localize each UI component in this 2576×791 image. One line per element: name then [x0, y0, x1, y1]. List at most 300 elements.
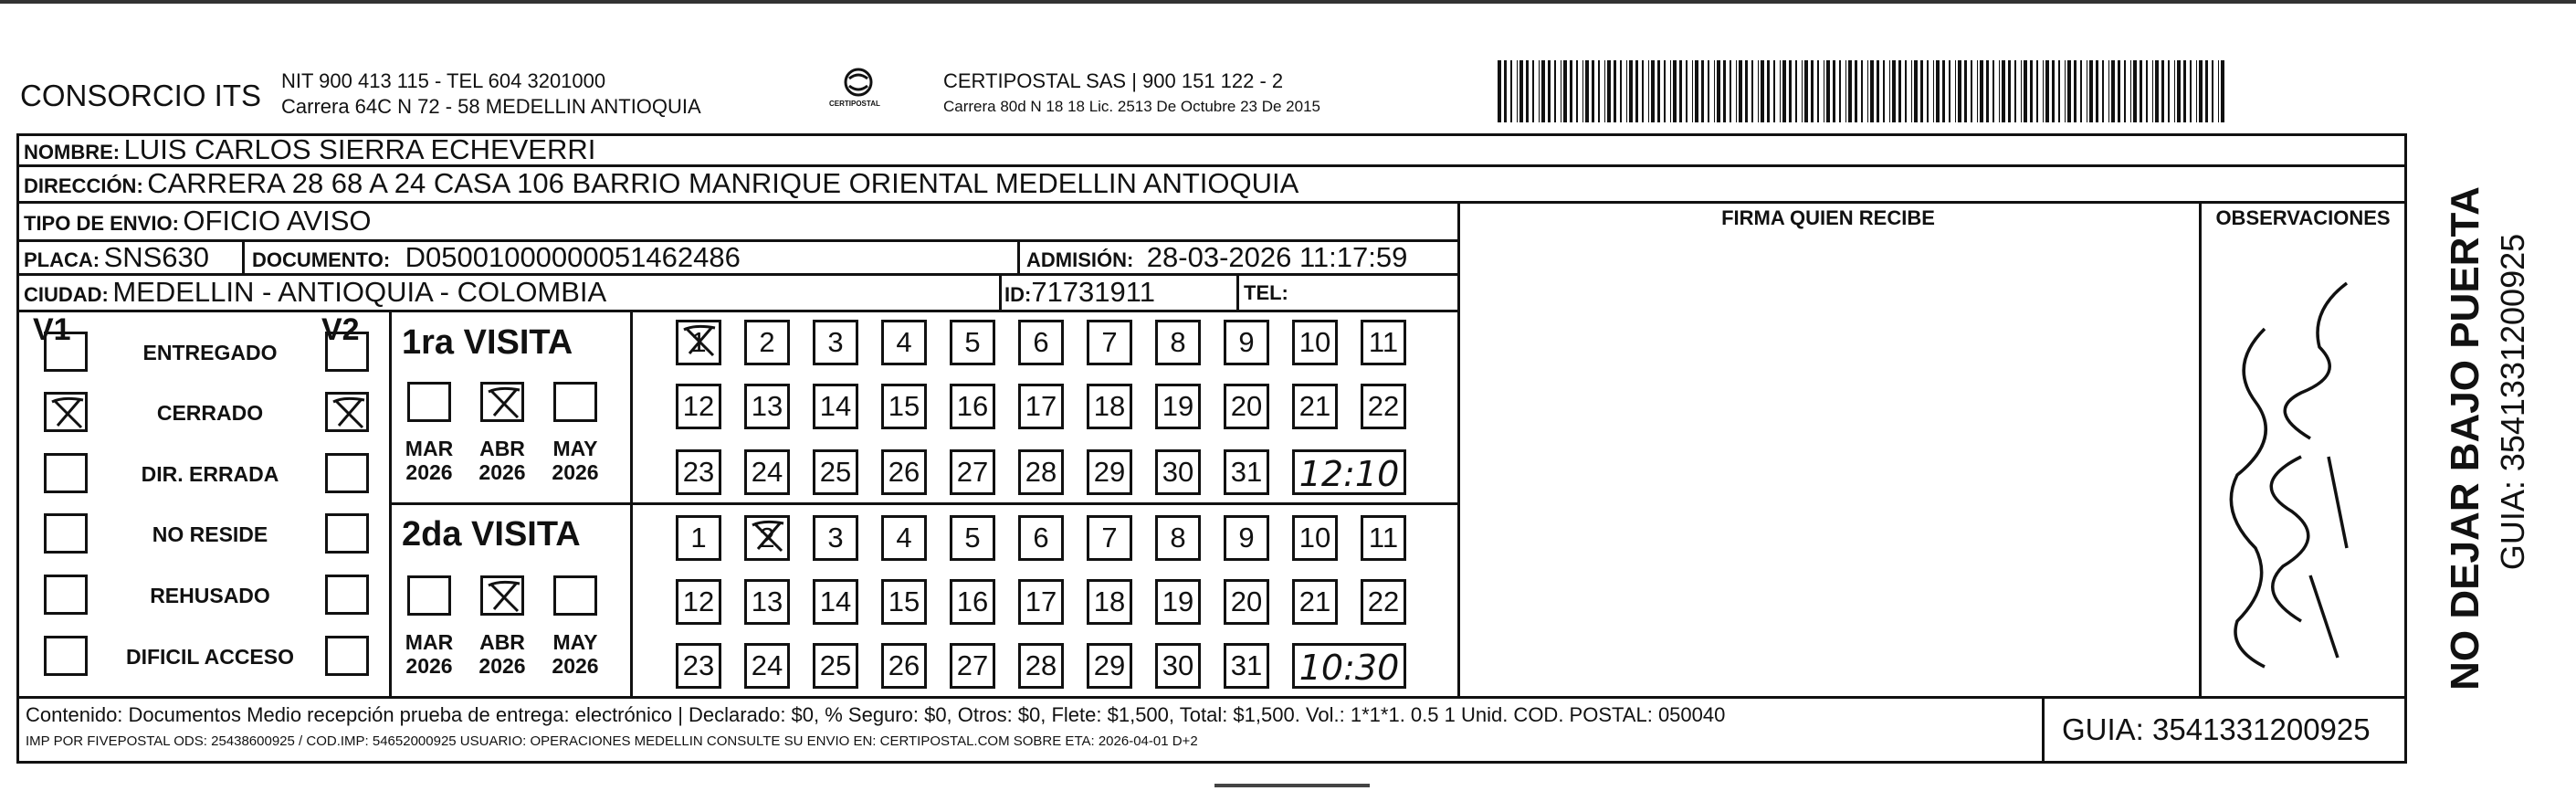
barcode-bar	[2065, 60, 2066, 122]
barcode-bar	[2146, 60, 2148, 122]
tipo-value: OFICIO AVISO	[183, 205, 372, 237]
day-number: 6	[1033, 522, 1049, 554]
barcode-bar	[2155, 60, 2159, 122]
barcode-bar	[1592, 60, 1594, 122]
barcode-bar	[2089, 60, 2093, 122]
barcode-bar	[1795, 60, 1797, 122]
day-cell[interactable]	[813, 320, 858, 365]
day-cell[interactable]	[676, 320, 721, 365]
barcode-bar	[2124, 60, 2126, 122]
status-label: CERRADO	[156, 401, 264, 425]
barcode-bar	[1629, 60, 1633, 122]
barcode-bar	[1651, 60, 1655, 122]
day-cell[interactable]	[1224, 320, 1269, 365]
day-cell[interactable]	[1087, 384, 1132, 429]
day-number: 7	[1101, 326, 1118, 358]
day-number: 4	[896, 522, 912, 554]
barcode-bar	[2052, 60, 2055, 122]
day-number: 11	[1368, 326, 1399, 358]
barcode-bar	[1692, 60, 1693, 122]
documento-row	[252, 243, 741, 271]
v1-checkbox[interactable]	[44, 513, 88, 554]
barcode-bar	[2221, 60, 2224, 122]
id-label: ID:	[1004, 283, 1032, 306]
day-number: 12	[682, 390, 715, 422]
day-cell[interactable]	[881, 579, 927, 625]
firma-left-border	[1457, 201, 1460, 696]
day-cell[interactable]	[881, 384, 927, 429]
barcode-bar	[2161, 60, 2164, 122]
day-number: 5	[964, 522, 981, 554]
barcode-bar	[1782, 60, 1786, 122]
barcode-bar	[1911, 60, 1912, 122]
nombre-value: LUIS CARLOS SIERRA ECHEVERRI	[123, 133, 596, 165]
day-number: 1	[690, 522, 707, 554]
barcode-bar	[2030, 60, 2033, 122]
day-check-mark	[747, 518, 789, 556]
barcode-bar	[2212, 60, 2213, 122]
barcode-bar	[1532, 60, 1534, 122]
v1-checkbox[interactable]	[44, 453, 88, 493]
barcode-bar	[1964, 60, 1967, 122]
day-cell[interactable]	[1361, 320, 1406, 365]
barcode-bar	[1936, 60, 1940, 122]
tel-label: TEL:	[1244, 281, 1288, 304]
day-cell[interactable]	[1018, 320, 1064, 365]
status-label: REHUSADO	[150, 584, 270, 607]
day-cell[interactable]	[813, 579, 858, 625]
footer-guia-divider	[2042, 696, 2045, 764]
barcode-bar	[2021, 60, 2022, 122]
day-cell[interactable]	[950, 643, 995, 689]
month-label: MAY 2026	[552, 437, 599, 485]
barcode-bar	[2152, 60, 2153, 122]
day-cell[interactable]	[1155, 515, 1201, 561]
barcode-bar	[1999, 60, 2000, 122]
day-cell[interactable]	[881, 515, 927, 561]
barcode-bar	[1598, 60, 1600, 122]
day-cell[interactable]	[1018, 384, 1064, 429]
v2-checkbox[interactable]	[325, 392, 369, 432]
day-cell[interactable]	[1155, 643, 1201, 689]
day-number: 2	[759, 326, 775, 358]
month-label: MAR 2026	[405, 630, 454, 679]
day-cell[interactable]	[744, 449, 790, 495]
barcode-bar	[1927, 60, 1929, 122]
barcode-bar	[1670, 60, 1671, 122]
footer-guia: GUIA: 3541331200925	[2062, 712, 2371, 746]
barcode-bar	[2036, 60, 2038, 122]
tipo-label: TIPO DE ENVIO:	[24, 212, 179, 235]
barcode-bar	[2205, 60, 2208, 122]
day-number: 20	[1230, 585, 1263, 617]
row-divider-2	[16, 201, 2407, 204]
barcode-bar	[2177, 60, 2181, 122]
barcode-bar	[1845, 60, 1846, 122]
day-number: 8	[1170, 522, 1186, 554]
v2-checkbox[interactable]	[325, 332, 369, 372]
day-cell[interactable]	[1361, 515, 1406, 561]
barcode-bar	[1977, 60, 1978, 122]
barcode-bar	[1730, 60, 1731, 122]
barcode-bar	[1761, 60, 1764, 122]
v1-checkbox[interactable]	[44, 636, 88, 676]
day-number: 22	[1367, 585, 1400, 617]
month-checkbox[interactable]	[407, 382, 451, 422]
barcode-bar	[1955, 60, 1956, 122]
barcode-bar	[1905, 60, 1907, 122]
day-number: 25	[819, 649, 852, 681]
placa-row	[24, 243, 209, 271]
barcode-bar	[2096, 60, 2098, 122]
day-cell[interactable]	[1292, 515, 1338, 561]
v1-checkbox[interactable]	[44, 332, 88, 372]
v2-checkbox[interactable]	[325, 575, 369, 615]
barcode-bar	[1767, 60, 1770, 122]
day-cell[interactable]	[1087, 643, 1132, 689]
direccion-value: CARRERA 28 68 A 24 CASA 106 BARRIO MANRIQUE ORIENTAL MEDELLIN ANTIOQUIA	[147, 167, 1299, 199]
barcode-bar	[1892, 60, 1896, 122]
side-guia: GUIA: 3541331200925	[2494, 233, 2531, 571]
day-cell[interactable]	[1155, 579, 1201, 625]
barcode-bar	[2183, 60, 2186, 122]
month-label: MAY 2026	[552, 630, 599, 679]
day-number: 2	[759, 522, 775, 554]
barcode-bar	[2024, 60, 2027, 122]
day-cell[interactable]	[950, 449, 995, 495]
company-address: Carrera 64C N 72 - 58 MEDELLIN ANTIOQUIA	[281, 95, 701, 118]
firma-header: FIRMA QUIEN RECIBE	[1721, 206, 1935, 229]
day-number: 19	[1162, 585, 1194, 617]
barcode-bar	[1695, 60, 1698, 122]
day-number: 21	[1299, 390, 1331, 422]
day-cell[interactable]	[813, 643, 858, 689]
barcode-bar	[2045, 60, 2049, 122]
barcode-bar	[1739, 60, 1742, 122]
day-cell[interactable]	[1224, 643, 1269, 689]
day-cell[interactable]	[676, 643, 721, 689]
direccion-label: DIRECCIÓN:	[24, 174, 143, 197]
status-label: NO RESIDE	[152, 522, 268, 546]
barcode-bar	[1510, 60, 1512, 122]
day-cell[interactable]	[1018, 579, 1064, 625]
barcode-bar	[2067, 60, 2071, 122]
day-cell[interactable]	[881, 643, 927, 689]
day-number: 13	[751, 390, 783, 422]
day-number: 16	[956, 585, 989, 617]
admision-value: 28-03-2026 11:17:59	[1146, 241, 1408, 273]
nombre-label: NOMBRE:	[24, 141, 121, 163]
barcode-bar	[1949, 60, 1950, 122]
day-cell[interactable]	[1361, 384, 1406, 429]
month-checkbox[interactable]	[480, 382, 524, 422]
certipostal-line: CERTIPOSTAL SAS | 900 151 122 - 2	[943, 69, 1284, 92]
id-divider	[999, 273, 1002, 310]
barcode-bar	[1789, 60, 1792, 122]
footer-divider	[16, 696, 2407, 699]
documento-label: DOCUMENTO:	[252, 248, 391, 271]
barcode-bar	[2218, 60, 2219, 122]
barcode-bar	[1517, 60, 1518, 122]
first-visit-title: 1ra VISITA	[402, 323, 573, 362]
day-number: 5	[964, 326, 981, 358]
barcode-bar	[2199, 60, 2203, 122]
barcode-bar	[1942, 60, 1945, 122]
placa-doc-divider	[242, 239, 245, 273]
day-cell[interactable]	[813, 449, 858, 495]
day-cell[interactable]	[1018, 515, 1064, 561]
barcode-bar	[2133, 60, 2137, 122]
status-label: DIFICIL ACCESO	[125, 645, 294, 669]
day-cell[interactable]	[676, 579, 721, 625]
barcode-bar	[1773, 60, 1775, 122]
v2-checkbox[interactable]	[325, 453, 369, 493]
day-number: 28	[1025, 456, 1057, 488]
time-box[interactable]	[1292, 449, 1406, 495]
barcode-bar	[1833, 60, 1835, 122]
day-cell[interactable]	[1224, 515, 1269, 561]
barcode-bar	[1570, 60, 1572, 122]
day-number: 12	[682, 585, 715, 617]
barcode-bar	[1751, 60, 1753, 122]
barcode-bar	[1855, 60, 1857, 122]
day-cell[interactable]	[1018, 449, 1064, 495]
barcode-bar	[1811, 60, 1814, 122]
day-cell[interactable]	[1087, 515, 1132, 561]
barcode-bar	[1717, 60, 1720, 122]
day-number: 1	[690, 326, 707, 358]
day-cell[interactable]	[1087, 579, 1132, 625]
day-cell[interactable]	[744, 384, 790, 429]
day-number: 24	[751, 649, 783, 681]
barcode-bar	[1679, 60, 1682, 122]
barcode-bar	[1870, 60, 1874, 122]
day-cell[interactable]	[1292, 384, 1338, 429]
barcode-bar	[1635, 60, 1638, 122]
day-cell[interactable]	[676, 449, 721, 495]
barcode-bar	[1817, 60, 1819, 122]
month-checkbox[interactable]	[480, 575, 524, 616]
barcode-bar	[1620, 60, 1622, 122]
barcode-bar	[1498, 60, 1501, 122]
barcode-bar	[2140, 60, 2142, 122]
day-number: 21	[1299, 585, 1331, 617]
barcode-bar	[1877, 60, 1879, 122]
barcode-bar	[1826, 60, 1830, 122]
barcode-bar	[1980, 60, 1983, 122]
day-number: 8	[1170, 326, 1186, 358]
day-number: 27	[956, 649, 989, 681]
day-number: 9	[1238, 326, 1255, 358]
day-cell[interactable]	[744, 643, 790, 689]
day-cell[interactable]	[744, 515, 790, 561]
barcode-bar	[1714, 60, 1715, 122]
barcode-bar	[2014, 60, 2016, 122]
day-number: 24	[751, 456, 783, 488]
barcode	[1498, 60, 2228, 122]
barcode-bar	[1519, 60, 1523, 122]
barcode-bar	[2074, 60, 2077, 122]
day-cell[interactable]	[1292, 320, 1338, 365]
day-number: 17	[1025, 585, 1057, 617]
documento-value: D05001000000051462486	[405, 241, 741, 273]
day-cell[interactable]	[744, 579, 790, 625]
barcode-bar	[1664, 60, 1666, 122]
day-cell[interactable]	[1224, 384, 1269, 429]
v2-checkbox[interactable]	[325, 513, 369, 554]
side-notice: NO DEJAR BAJO PUERTA	[2443, 186, 2487, 691]
barcode-bar	[2168, 60, 2170, 122]
barcode-bar	[1554, 60, 1556, 122]
scan-top-edge	[0, 0, 2576, 4]
row-divider-5	[16, 310, 1457, 312]
barcode-bar	[2102, 60, 2104, 122]
day-cell[interactable]	[813, 515, 858, 561]
day-cell[interactable]	[1292, 579, 1338, 625]
day-cell[interactable]	[744, 320, 790, 365]
placa-value: SNS630	[103, 241, 210, 273]
barcode-bar	[1802, 60, 1803, 122]
day-number: 6	[1033, 326, 1049, 358]
barcode-bar	[1848, 60, 1852, 122]
day-number: 14	[819, 390, 852, 422]
day-number: 20	[1230, 390, 1263, 422]
ciudad-row	[24, 278, 606, 306]
v1-checkbox[interactable]	[44, 575, 88, 615]
barcode-bar	[1889, 60, 1890, 122]
month-checkbox[interactable]	[553, 382, 597, 422]
status-visit-divider	[389, 310, 392, 696]
footer-imp: IMP POR FIVEPOSTAL ODS: 25438600925 / COD.IMP: 54652000925 USUARIO: OPERACIONES MEDELLIN CONSULTE SU ENVIO EN: CERTIPOSTAL.COM SOBRE ETA: 2026-04-01 D+2	[26, 733, 1198, 749]
barcode-bar	[2043, 60, 2044, 122]
day-number: 14	[819, 585, 852, 617]
tel-divider	[1236, 273, 1239, 310]
barcode-bar	[1723, 60, 1726, 122]
barcode-bar	[1673, 60, 1677, 122]
ciudad-value: MEDELLIN - ANTIOQUIA - COLOMBIA	[112, 276, 607, 308]
day-number: 18	[1093, 390, 1126, 422]
v2-checkbox[interactable]	[325, 636, 369, 676]
barcode-bar	[1642, 60, 1644, 122]
logo-caption: CERTIPOSTAL	[829, 100, 880, 108]
barcode-bar	[1657, 60, 1660, 122]
barcode-bar	[1883, 60, 1885, 122]
v1-checkbox[interactable]	[44, 392, 88, 432]
day-number: 26	[888, 649, 920, 681]
day-cell[interactable]	[1224, 579, 1269, 625]
day-number: 13	[751, 585, 783, 617]
barcode-bar	[2174, 60, 2175, 122]
day-number: 4	[896, 326, 912, 358]
barcode-bar	[2118, 60, 2120, 122]
admision-label: ADMISIÓN:	[1026, 248, 1134, 271]
month-checkbox[interactable]	[553, 575, 597, 616]
day-cell[interactable]	[813, 384, 858, 429]
barcode-bar	[1686, 60, 1688, 122]
day-number: 15	[888, 390, 920, 422]
day-cell[interactable]	[1087, 320, 1132, 365]
day-cell[interactable]	[1155, 320, 1201, 365]
barcode-bar	[1804, 60, 1808, 122]
day-number: 30	[1162, 456, 1194, 488]
barcode-bar	[1986, 60, 1989, 122]
barcode-bar	[1780, 60, 1781, 122]
day-number: 3	[827, 326, 844, 358]
day-number: 25	[819, 456, 852, 488]
time-box[interactable]	[1292, 643, 1406, 689]
day-cell[interactable]	[1224, 449, 1269, 495]
tipo-row	[24, 206, 372, 235]
day-cell[interactable]	[950, 384, 995, 429]
handwritten-signature	[2210, 274, 2365, 676]
barcode-bar	[1563, 60, 1567, 122]
day-number: 23	[682, 456, 715, 488]
day-cell[interactable]	[1155, 384, 1201, 429]
placa-label: PLACA:	[24, 248, 100, 271]
barcode-bar	[1648, 60, 1649, 122]
direccion-row	[24, 169, 1299, 197]
day-number: 3	[827, 522, 844, 554]
day-number: 15	[888, 585, 920, 617]
barcode-bar	[1604, 60, 1605, 122]
barcode-bar	[1701, 60, 1704, 122]
barcode-bar	[2196, 60, 2197, 122]
barcode-bar	[1585, 60, 1589, 122]
day-cell[interactable]	[1087, 449, 1132, 495]
barcode-bar	[1958, 60, 1961, 122]
certipostal-address: Carrera 80d N 18 18 Lic. 2513 De Octubre 23 De 2015	[943, 98, 1320, 115]
id-value: 71731911	[1031, 276, 1155, 308]
doc-admision-divider	[1017, 239, 1020, 273]
day-cell[interactable]	[881, 449, 927, 495]
month-checkbox[interactable]	[407, 575, 451, 616]
admision-row	[1026, 243, 1407, 271]
day-number: 27	[956, 456, 989, 488]
handwritten-time: 12:10	[1299, 454, 1400, 494]
day-cell[interactable]	[676, 384, 721, 429]
day-cell[interactable]	[881, 320, 927, 365]
day-cell[interactable]	[1018, 643, 1064, 689]
day-cell[interactable]	[1361, 579, 1406, 625]
ciudad-label: CIUDAD:	[24, 283, 109, 306]
day-number: 10	[1299, 522, 1331, 554]
day-number: 30	[1162, 649, 1194, 681]
day-cell[interactable]	[950, 579, 995, 625]
barcode-bar	[1708, 60, 1709, 122]
observaciones-header: OBSERVACIONES	[2215, 206, 2391, 229]
day-number: 22	[1367, 390, 1400, 422]
obs-left-border	[2199, 201, 2202, 696]
barcode-bar	[1839, 60, 1841, 122]
barcode-bar	[2108, 60, 2109, 122]
barcode-bar	[1607, 60, 1611, 122]
day-cell[interactable]	[676, 515, 721, 561]
month-day-divider	[630, 310, 633, 696]
nit-line: NIT 900 413 115 - TEL 604 3201000	[281, 69, 606, 92]
day-number: 7	[1101, 522, 1118, 554]
barcode-bar	[1914, 60, 1918, 122]
barcode-bar	[2111, 60, 2115, 122]
day-cell[interactable]	[1155, 449, 1201, 495]
day-cell[interactable]	[950, 320, 995, 365]
day-number: 23	[682, 649, 715, 681]
nombre-row	[24, 135, 595, 163]
day-cell[interactable]	[950, 515, 995, 561]
day-check-mark	[678, 322, 720, 361]
barcode-bar	[1539, 60, 1540, 122]
day-number: 31	[1230, 649, 1263, 681]
v1-label: V1	[33, 312, 71, 347]
